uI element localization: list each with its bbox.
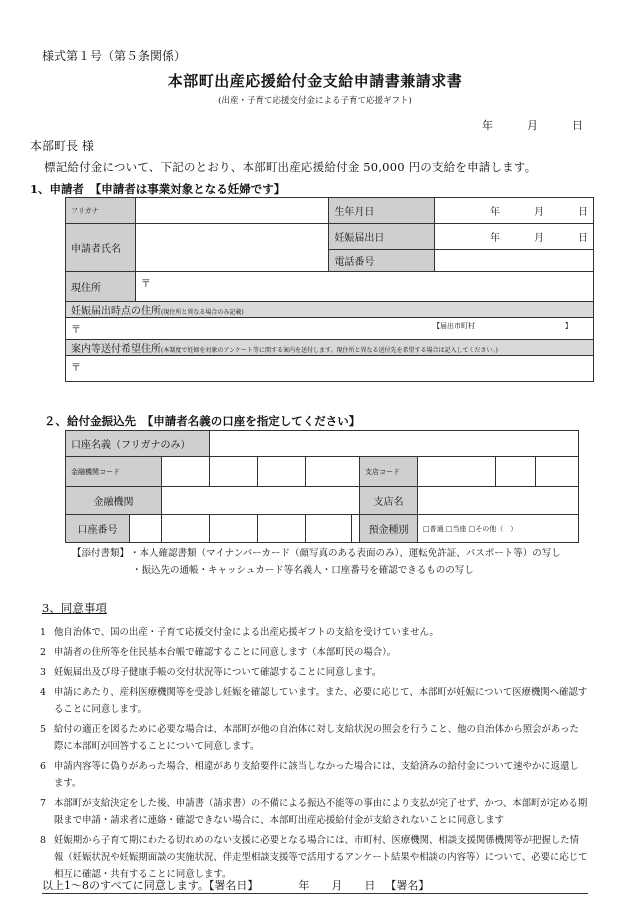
date-year-label: 年 bbox=[482, 119, 493, 132]
bank-name-label: 金融機関 bbox=[66, 487, 162, 515]
bank-code-digit-2[interactable] bbox=[210, 457, 258, 487]
footer-day: 日 bbox=[364, 879, 376, 892]
mailing-address-note: (本制度で妊婦を対象のアンケート等に関する案内を送付します。現住所と異なる送付先を希望する場合は記入してください。) bbox=[161, 347, 498, 354]
address-postal-mark: 〒 bbox=[140, 279, 151, 290]
report-month: 月 bbox=[534, 233, 544, 244]
footer-year: 年 bbox=[298, 879, 310, 892]
consent-signature-line[interactable] bbox=[42, 877, 429, 893]
account-number-digit-3[interactable] bbox=[210, 515, 258, 543]
bank-code-label: 金融機関コード bbox=[66, 457, 162, 487]
consent-item: 1 他自治体で、国の出産・子育て応援交付金による出産応援ギフトの支給を受けていません。 bbox=[40, 627, 439, 638]
intro-text: 標記給付金について、下記のとおり、本部町出産応援給付金 50,000 円の支給を申請します。 bbox=[44, 160, 537, 174]
footer-consent-text: 以上1～8のすべてに同意します。【署名日】 bbox=[42, 879, 259, 892]
date-month-label: 月 bbox=[527, 119, 538, 132]
consent-item: 4 申請にあたり、産科医療機関等を受診し妊娠を確認しています。また、必要に応じて、本部町が妊娠について医療機関へ確認することに同意します。 bbox=[40, 687, 588, 715]
bank-code-digit-3[interactable] bbox=[258, 457, 306, 487]
account-number-digit-4[interactable] bbox=[258, 515, 306, 543]
account-number-digit-2[interactable] bbox=[162, 515, 210, 543]
addressee: 本部町長 様 bbox=[30, 139, 94, 153]
page-subtitle: (出産・子育て応援交付金による子育て応援ギフト) bbox=[218, 96, 412, 106]
footer-month: 月 bbox=[331, 879, 343, 892]
consent-list bbox=[40, 624, 588, 886]
birth-date-field[interactable] bbox=[435, 198, 594, 224]
page-title: 本部町出産応援給付金支給申請書兼請求書 bbox=[167, 72, 463, 90]
branch-name-field[interactable] bbox=[418, 487, 579, 515]
mailing-address-field[interactable] bbox=[66, 356, 594, 382]
report-postal-mark: 〒 bbox=[71, 325, 81, 336]
date-day-label: 日 bbox=[572, 119, 583, 132]
consent-item: 2 申請者の住所等を住民基本台帳で確認することに同意します（本部町民の場合）。 bbox=[40, 647, 397, 658]
branch-name-label: 支店名 bbox=[360, 487, 418, 515]
attachments-block bbox=[72, 545, 561, 579]
birth-year: 年 bbox=[490, 207, 500, 218]
mailing-postal-mark: 〒 bbox=[71, 363, 81, 374]
bank-name-field[interactable] bbox=[162, 487, 360, 515]
report-city-label: 【届出市町村 bbox=[433, 322, 475, 330]
section2-heading: ２、給付金振込先 【申請者名義の口座を指定してください】 bbox=[44, 414, 361, 428]
bank-table bbox=[65, 430, 579, 543]
mailing-address-header bbox=[66, 340, 594, 356]
birth-day: 日 bbox=[578, 207, 588, 218]
attachment-item-1: ・本人確認書類（マイナンバーカード（顔写真のある表面のみ）、運転免許証、パスポート等）の写し bbox=[130, 548, 561, 559]
applicant-name-label: 申請者氏名 bbox=[66, 224, 136, 272]
attachment-item-2: ・振込先の通帳・キャッシュカード等名義人・口座番号を確認できるものの写し bbox=[132, 565, 474, 576]
account-number-digit-1[interactable] bbox=[130, 515, 162, 543]
form-id: 様式第１号（第５条関係） bbox=[42, 49, 187, 63]
account-holder-label: 口座名義（フリガナのみ） bbox=[66, 431, 210, 457]
section3-heading: 3、同意事項 bbox=[42, 601, 107, 615]
address-field[interactable] bbox=[135, 272, 593, 302]
report-address-note: (現住所と異なる場合のみ記載) bbox=[161, 309, 244, 316]
report-city-close: 】 bbox=[565, 322, 572, 330]
pregnancy-report-field[interactable] bbox=[435, 224, 594, 250]
report-day: 日 bbox=[578, 233, 588, 244]
phone-label: 電話番号 bbox=[329, 250, 435, 272]
phone-field[interactable] bbox=[435, 250, 594, 272]
applicant-table bbox=[65, 197, 594, 382]
signature-underline bbox=[42, 893, 588, 894]
branch-code-digit-1[interactable] bbox=[418, 457, 496, 487]
report-address-label: 妊娠届出時点の住所 bbox=[71, 306, 161, 317]
branch-code-label: 支店コード bbox=[360, 457, 418, 487]
account-holder-field[interactable] bbox=[210, 431, 579, 457]
section1-heading: 1、申請者 【申請者は事業対象となる妊婦です】 bbox=[30, 182, 286, 196]
report-address-header bbox=[66, 302, 594, 318]
report-address-field[interactable] bbox=[66, 318, 594, 340]
account-type-options[interactable]: □普通 □当座 □その他（ ） bbox=[418, 515, 579, 543]
bank-code-digit-1[interactable] bbox=[162, 457, 210, 487]
attachments-label: 【添付書類】 bbox=[72, 548, 130, 559]
account-type-label: 預金種別 bbox=[360, 515, 418, 543]
consent-item: 5 給付の適正を図るために必要な場合は、本部町が他の自治体に対し支給状況の照会を行うこと、他の自治体から照会があった際に本部町が回答することについて同意します。 bbox=[40, 724, 579, 752]
furigana-label: フリガナ bbox=[66, 198, 136, 224]
branch-code-digit-3[interactable] bbox=[536, 457, 579, 487]
footer-signature-label: 【署名】 bbox=[385, 879, 430, 892]
account-number-digit-6[interactable] bbox=[352, 515, 360, 543]
consent-item: 6 申請内容等に偽りがあった場合、相違があり支給要件に該当しなかった場合には、支給済みの給付金について速やかに返還します。 bbox=[40, 761, 579, 789]
birth-month: 月 bbox=[534, 207, 544, 218]
report-year: 年 bbox=[490, 233, 500, 244]
consent-item: 8 妊娠期から子育て期にわたる切れめのない支援に必要となる場合には、市町村、医療機関、相談支援関係機関等が把握した情報（妊娠状況や妊娠期面談の実施状況、伴走型相談支援等で活用するアンケート結果や相談の内容等）について、必要に応じて相互に確認・共有することに同意します。 bbox=[40, 835, 588, 880]
application-date[interactable] bbox=[482, 117, 583, 133]
bank-code-digit-4[interactable] bbox=[306, 457, 360, 487]
address-label: 現住所 bbox=[66, 272, 136, 302]
consent-item: 7 本部町が支給決定をした後、申請書（請求書）の不備による振込不能等の事由により支払が完了せず、かつ、本部町が定める期限まで申請・請求者に連絡・確認できない場合に、本部町出産応援給付金が支給されないことに同意します bbox=[40, 798, 588, 826]
account-number-digit-5[interactable] bbox=[306, 515, 352, 543]
pregnancy-report-label: 妊娠届出日 bbox=[329, 224, 435, 250]
mailing-address-label: 案内等送付希望住所 bbox=[71, 344, 161, 355]
consent-item: 3 妊娠届出及び母子健康手帳の交付状況等について確認することに同意します。 bbox=[40, 667, 382, 678]
birth-date-label: 生年月日 bbox=[329, 198, 435, 224]
branch-code-digit-2[interactable] bbox=[496, 457, 536, 487]
account-number-label: 口座番号 bbox=[66, 515, 130, 543]
furigana-field[interactable] bbox=[135, 198, 329, 224]
applicant-name-field[interactable] bbox=[135, 224, 329, 272]
